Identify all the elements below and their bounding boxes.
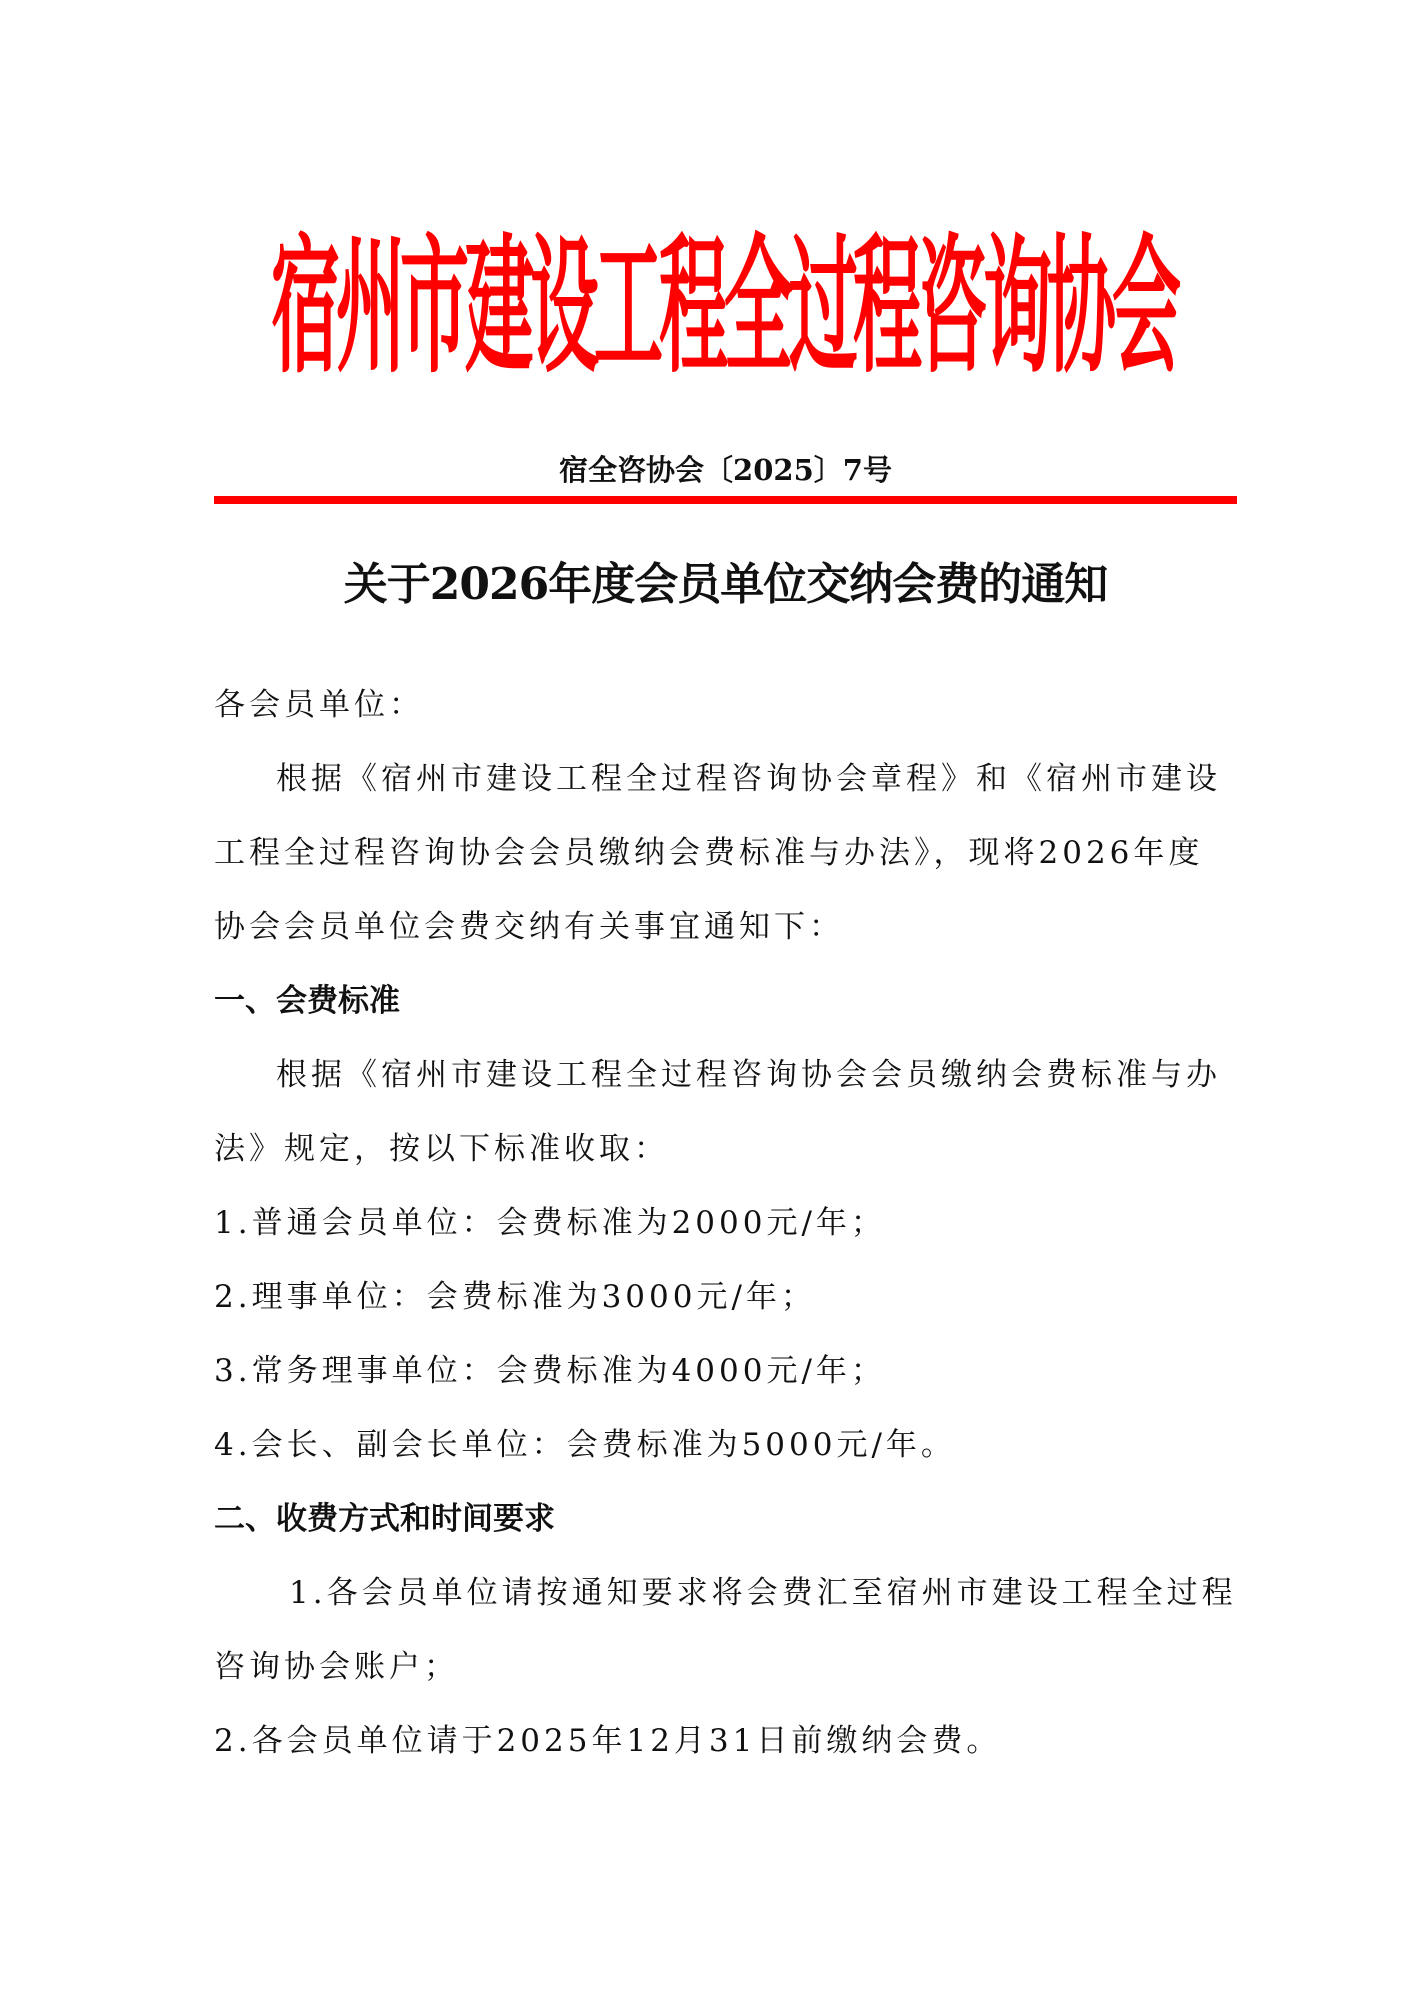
masthead-char: 过 (788, 220, 858, 394)
document-title: 关于2026年度会员单位交纳会费的通知 (343, 559, 1108, 610)
masthead-char: 全 (723, 220, 793, 394)
section-heading-payment-method: 二、收费方式和时间要求 (214, 1501, 555, 1537)
masthead-char: 协 (1047, 220, 1117, 394)
masthead-char: 宿 (270, 220, 341, 394)
payment-item: 2.各会员单位请于2025年12月31日前缴纳会费。 (214, 1723, 1002, 1759)
salutation: 各会员单位： (214, 687, 424, 723)
masthead-char: 咨 (917, 220, 987, 394)
masthead-char: 询 (982, 220, 1052, 394)
masthead-char: 设 (529, 220, 599, 394)
red-divider-rule (214, 496, 1237, 504)
section-heading-fee-standard: 一、会费标准 (214, 983, 400, 1019)
masthead-char: 建 (465, 220, 535, 394)
document-body (214, 668, 1237, 1778)
masthead-organization-name (262, 220, 1182, 394)
masthead-char: 工 (594, 220, 664, 394)
fee-standard-lead-paragraph: 根据《宿州市建设工程全过程咨询协会会员缴纳会费标准与办法》规定，按以下标准收取： (214, 1057, 1221, 1167)
masthead-char: 程 (659, 220, 729, 394)
masthead-char: 会 (1111, 220, 1182, 394)
fee-item: 2.理事单位：会费标准为3000元/年； (214, 1279, 816, 1315)
masthead-char: 市 (400, 220, 470, 394)
fee-item: 3.常务理事单位：会费标准为4000元/年； (214, 1353, 886, 1389)
fee-item: 4.会长、副会长单位：会费标准为5000元/年。 (214, 1427, 956, 1463)
fee-item: 1.普通会员单位：会费标准为2000元/年； (214, 1205, 886, 1241)
payment-item: 1.各会员单位请按通知要求将会费汇至宿州市建设工程全过程咨询协会账户； (214, 1575, 1237, 1685)
document-number: 宿全咨协会〔2025〕7号 (559, 453, 892, 487)
masthead-char: 州 (335, 220, 405, 394)
masthead-char: 程 (853, 220, 923, 394)
intro-paragraph: 根据《宿州市建设工程全过程咨询协会章程》和《宿州市建设工程全过程咨询协会会员缴纳会费标准与办法》，现将2026年度协会会员单位会费交纳有关事宜通知下： (214, 761, 1221, 945)
